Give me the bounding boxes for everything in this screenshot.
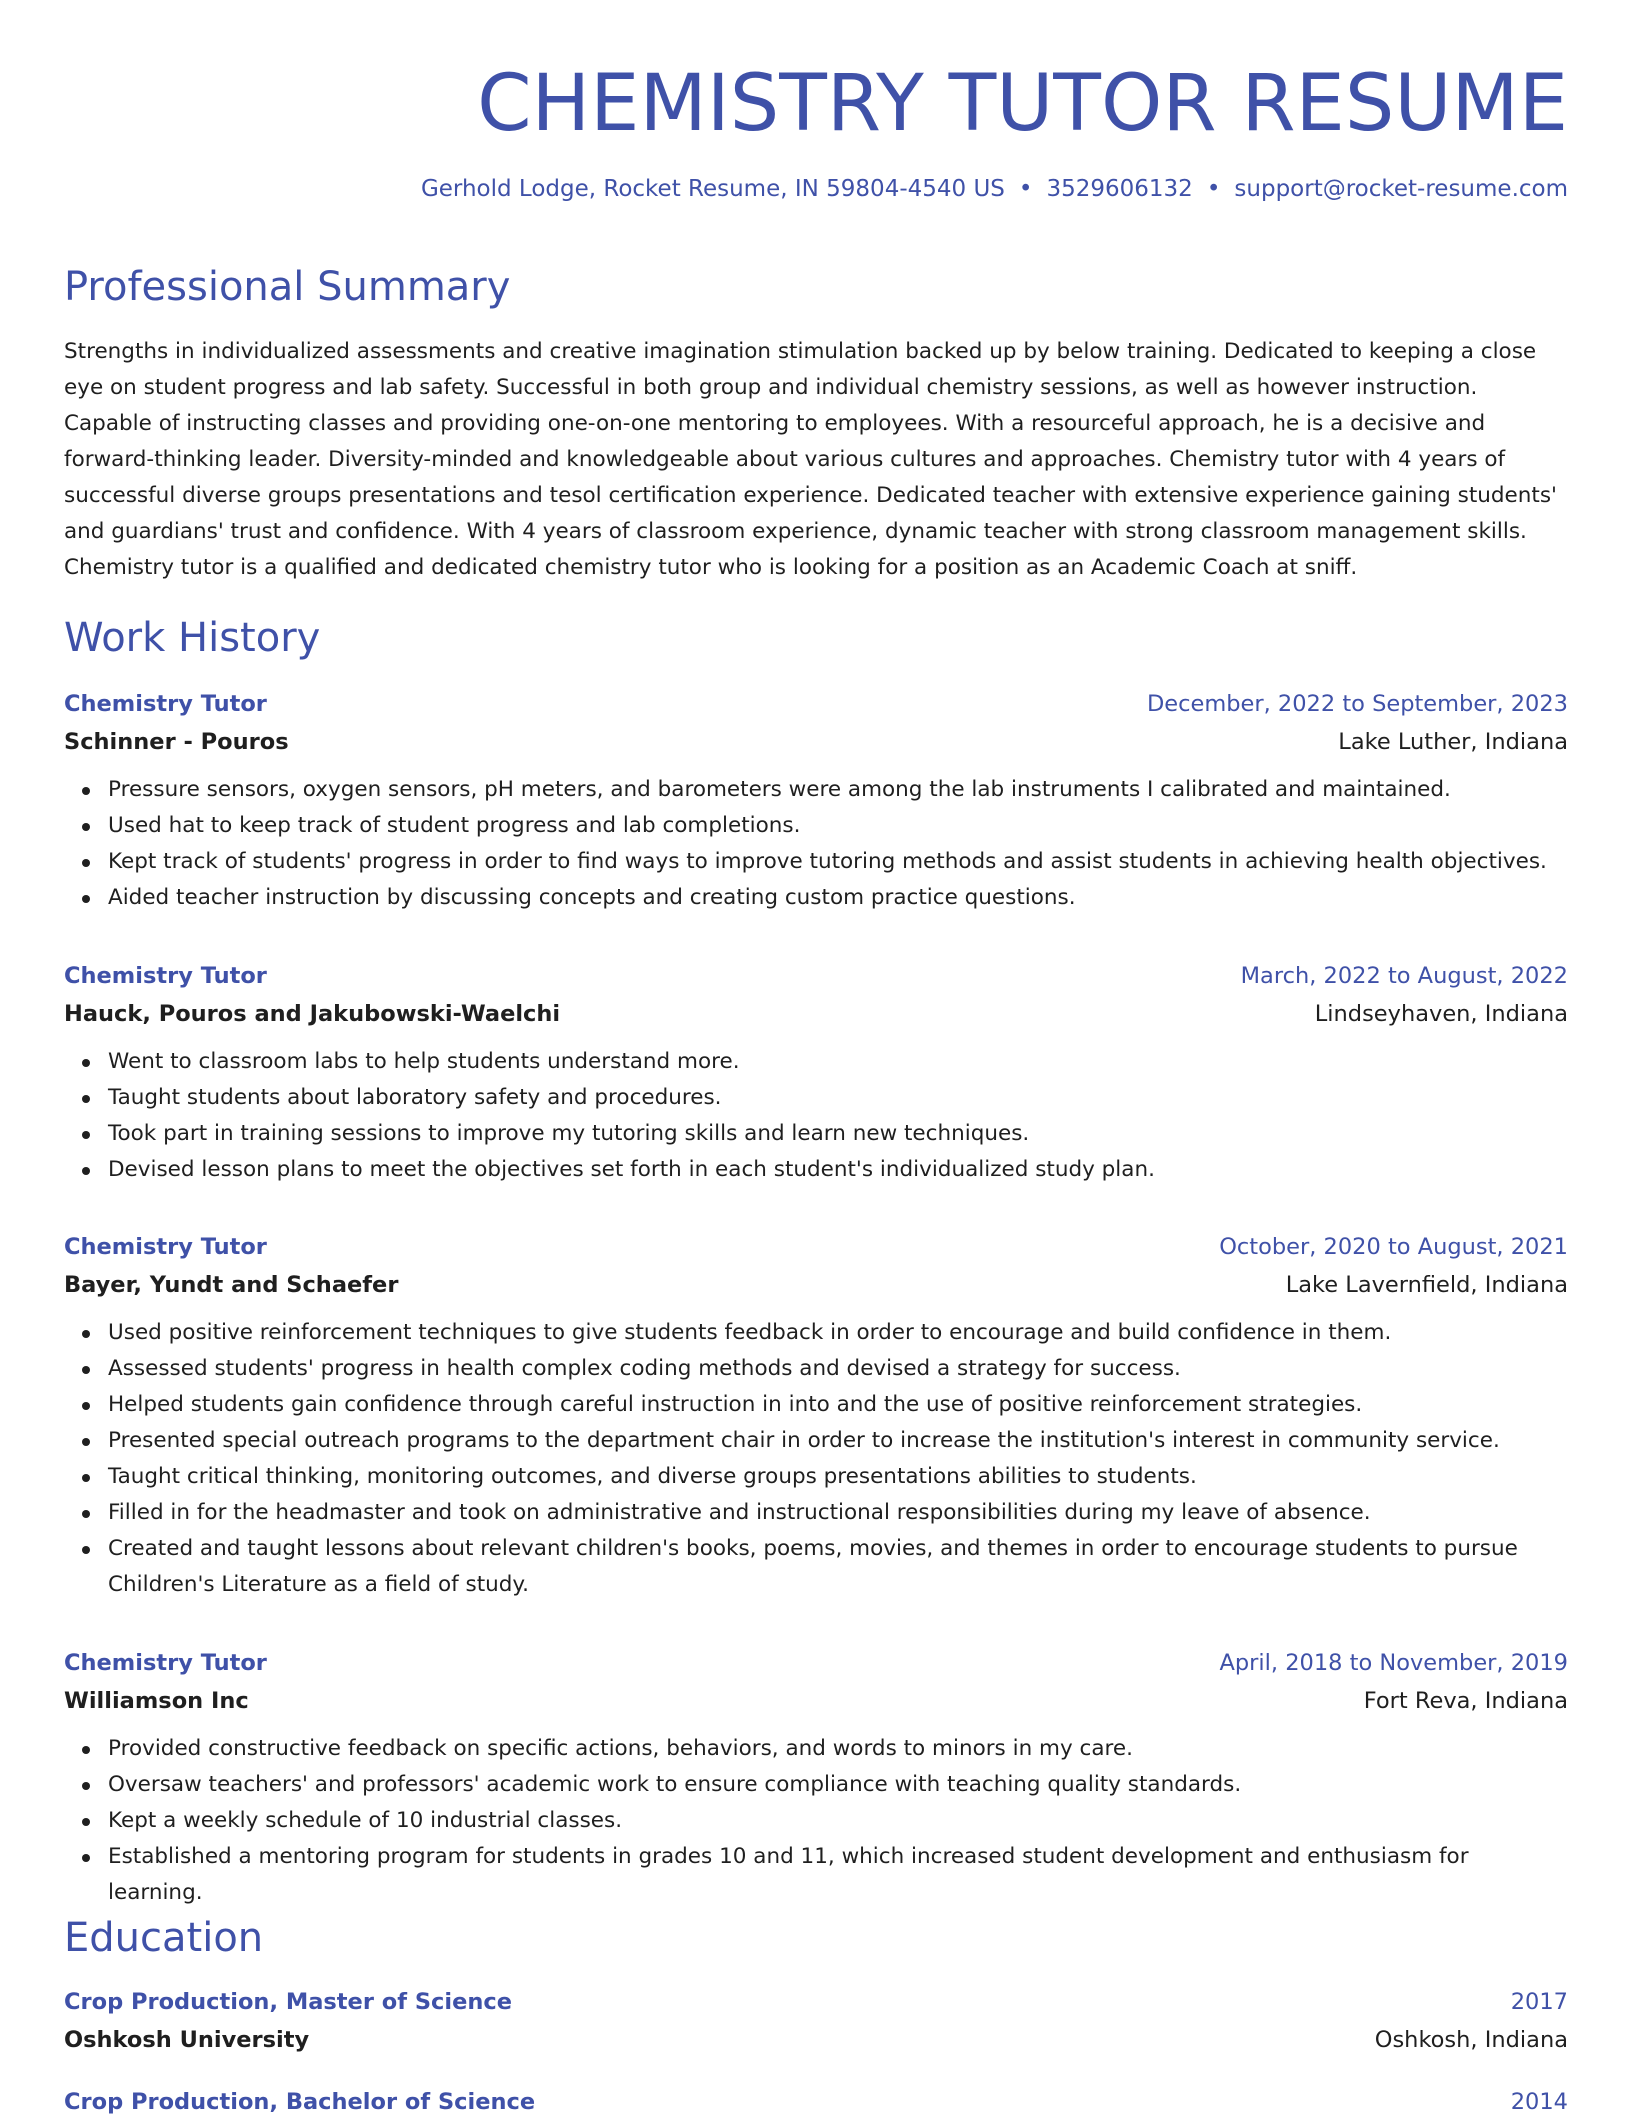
work-history-heading: Work History [64, 615, 321, 661]
resume-title: CHEMISTRY TUTOR RESUME [477, 59, 1568, 149]
job-entry [64, 1231, 1568, 1603]
list-item: Taught students about laboratory safety and procedures. [108, 1080, 1568, 1116]
job-dates: October, 2020 to August, 2021 [1219, 1234, 1568, 1260]
education-year: 2014 [1510, 2089, 1568, 2115]
job-dates: March, 2022 to August, 2022 [1240, 963, 1568, 989]
list-item: Established a mentoring program for students in grades 10 and 11, which increased student development and enthusiasm for learning. [108, 1839, 1568, 1911]
contact-separator: • [1206, 176, 1221, 202]
job-entry [64, 1647, 1568, 1911]
list-item: Used positive reinforcement techniques to give students feedback in order to encourage and build confidence in them. [108, 1315, 1568, 1351]
list-item: Devised lesson plans to meet the objectives set forth in each student's individualized study plan. [108, 1152, 1568, 1188]
job-bullets [64, 1315, 1568, 1603]
summary-heading: Professional Summary [64, 264, 511, 310]
education-year: 2017 [1510, 1989, 1568, 2015]
job-title: Chemistry Tutor [64, 963, 267, 989]
job-bullets [64, 772, 1568, 916]
contact-address: Gerhold Lodge, Rocket Resume, IN 59804-4540 US [420, 176, 1005, 202]
job-title: Chemistry Tutor [64, 1650, 267, 1676]
job-title: Chemistry Tutor [64, 691, 267, 717]
list-item: Kept a weekly schedule of 10 industrial classes. [108, 1803, 1568, 1839]
job-entry [64, 960, 1568, 1188]
list-item: Aided teacher instruction by discussing concepts and creating custom practice questions. [108, 880, 1568, 916]
job-dates: December, 2022 to September, 2023 [1146, 691, 1568, 717]
contact-phone: 3529606132 [1046, 176, 1193, 202]
job-title: Chemistry Tutor [64, 1234, 267, 1260]
list-item: Filled in for the headmaster and took on administrative and instructional responsibilities during my leave of absence. [108, 1495, 1568, 1531]
education-entry [64, 1986, 1568, 2056]
contact-separator: • [1018, 176, 1033, 202]
education-degree: Crop Production, Master of Science [64, 1989, 512, 2015]
job-company: Schinner - Pouros [64, 729, 289, 755]
list-item: Presented special outreach programs to the department chair in order to increase the institution's interest in community service. [108, 1423, 1568, 1459]
list-item: Assessed students' progress in health complex coding methods and devised a strategy for success. [108, 1351, 1568, 1387]
list-item: Used hat to keep track of student progress and lab completions. [108, 808, 1568, 844]
job-company: Bayer, Yundt and Schaefer [64, 1272, 399, 1298]
job-company: Hauck, Pouros and Jakubowski-Waelchi [64, 1001, 561, 1027]
list-item: Pressure sensors, oxygen sensors, pH meters, and barometers were among the lab instruments I calibrated and maintained. [108, 772, 1568, 808]
education-location: Oshkosh, Indiana [1374, 2027, 1568, 2053]
job-location: Lindseyhaven, Indiana [1314, 1001, 1568, 1027]
education-school: Oshkosh University [64, 2027, 310, 2053]
job-bullets [64, 1731, 1568, 1911]
education-degree: Crop Production, Bachelor of Science [64, 2089, 536, 2115]
job-bullets [64, 1044, 1568, 1188]
job-company: Williamson Inc [64, 1688, 249, 1714]
list-item: Went to classroom labs to help students understand more. [108, 1044, 1568, 1080]
list-item: Helped students gain confidence through careful instruction in into and the use of positive reinforcement strategies. [108, 1387, 1568, 1423]
job-dates: April, 2018 to November, 2019 [1219, 1650, 1568, 1676]
list-item: Took part in training sessions to improve my tutoring skills and learn new techniques. [108, 1116, 1568, 1152]
contact-email: support@rocket-resume.com [1234, 176, 1568, 202]
resume-page [64, 0, 1568, 2115]
job-entry [64, 688, 1568, 916]
contact-line [64, 174, 1568, 204]
list-item: Kept track of students' progress in order to find ways to improve tutoring methods and assist students in achieving health objectives. [108, 844, 1568, 880]
education-entry [64, 2086, 1568, 2118]
list-item: Created and taught lessons about relevant children's books, poems, movies, and themes in order to encourage students to pursue Children's Literature as a field of study. [108, 1531, 1568, 1603]
summary-text: Strengths in individualized assessments and creative imagination stimulation backed up by below training. Dedicated to keeping a close eye on student progress and lab safety. Successful in both group and individual chemistry sessions, as well as however instruction. Capable of instructing classes and providing one-on-one mentoring to employees. With a resourceful approach, he is a decisive and forward-thinking leader. Diversity-minded and knowledgeable about various cultures and approaches. Chemistry tutor with 4 years of successful diverse groups presentations and tesol certification experience. Dedicated teacher with extensive experience gaining students' and guardians' trust and confidence. With 4 years of classroom experience, dynamic teacher with strong classroom management skills. Chemistry tutor is a qualified and dedicated chemistry tutor who is looking for a position as an Academic Coach at sniff. [64, 339, 1557, 580]
list-item: Taught critical thinking, monitoring outcomes, and diverse groups presentations abilities to students. [108, 1459, 1568, 1495]
list-item: Provided constructive feedback on specific actions, behaviors, and words to minors in my care. [108, 1731, 1568, 1767]
job-location: Lake Lavernfield, Indiana [1285, 1272, 1568, 1298]
education-heading: Education [64, 1915, 264, 1961]
job-location: Fort Reva, Indiana [1363, 1688, 1568, 1714]
list-item: Oversaw teachers' and professors' academic work to ensure compliance with teaching quality standards. [108, 1767, 1568, 1803]
job-location: Lake Luther, Indiana [1338, 729, 1568, 755]
